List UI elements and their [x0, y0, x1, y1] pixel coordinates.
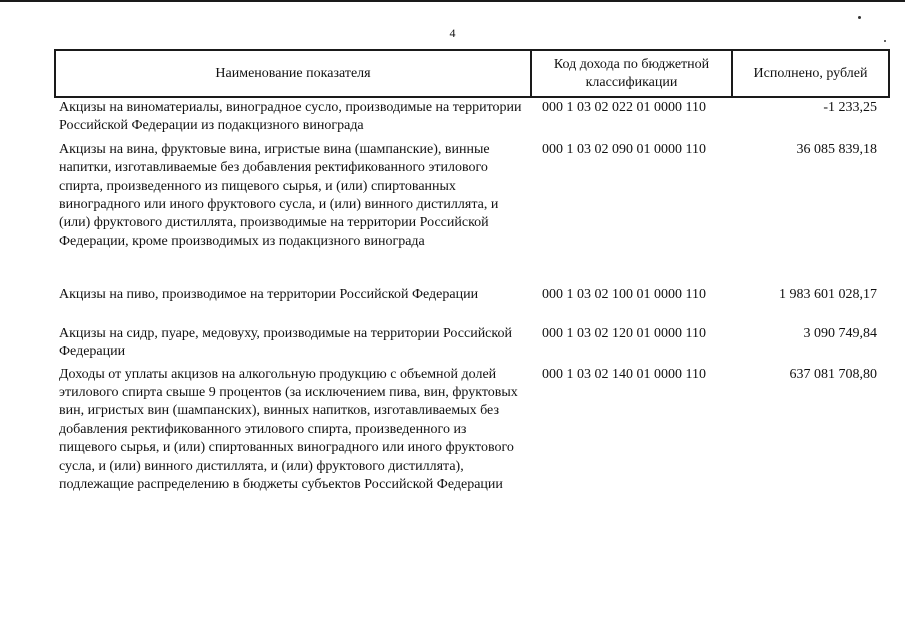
- row-budget-code: 000 1 03 02 022 01 0000 110: [542, 100, 706, 115]
- row-executed-amount: 3 090 749,84: [803, 325, 877, 341]
- row-indicator-name: Акцизы на вина, фруктовые вина, игристые вина (шампанские), винные напитки, изготавливаемые без добавления ректификованного этилового спирта, произведенного из пищевого сырья, и (или) спиртованных виноградного или иного фруктового сусла, и (или) винного дистиллята, и (или) фруктового дистиллята, производимые на территории Российской Федерации, кроме производимых из подакцизного винограда: [59, 141, 499, 249]
- revenue-table-container: [54, 49, 888, 494]
- row-executed-amount: 1 983 601 028,17: [779, 286, 877, 302]
- row-budget-code: 000 1 03 02 140 01 0000 110: [542, 366, 706, 382]
- row-budget-code: 000 1 03 02 120 01 0000 110: [542, 325, 706, 341]
- row-executed-amount: 637 081 708,80: [789, 366, 877, 382]
- row-budget-code: 000 1 03 02 090 01 0000 110: [542, 141, 706, 157]
- scan-speck: [858, 16, 861, 19]
- table-header-row: [55, 50, 889, 97]
- page-number: 4: [449, 26, 456, 40]
- row-budget-code: 000 1 03 02 100 01 0000 110: [542, 286, 706, 302]
- header-indicator-name: Наименование показателя: [55, 50, 531, 97]
- table-row: [55, 276, 889, 313]
- table-row: [55, 313, 889, 362]
- row-indicator-name: Акцизы на сидр, пуаре, медовуху, производимые на территории Российской Федерации: [59, 325, 512, 360]
- row-executed-amount: -1 233,25: [823, 100, 877, 115]
- row-indicator-name: Акцизы на виноматериалы, виноградное сусло, производимые на территории Российской Федерации из подакцизного винограда: [59, 100, 522, 134]
- row-indicator-name: Доходы от уплаты акцизов на алкогольную продукцию с объемной долей этилового спирта свыше 9 процентов (за исключением пива, вин, фруктовых вин, игристых вин (шампанских), винных напитков, изготавливаемых без добавления ректификованного этилового спирта, произведенного из пищевого сырья, и (или) спиртованных виноградного или иного фруктового сусла, и (или) винного дистиллята, и (или) фруктового дистиллята), подлежащие распределению в бюджеты субъектов Российской Федерации: [59, 366, 518, 493]
- header-budget-code: Код дохода по бюджетной классификации: [531, 50, 732, 97]
- scan-top-border: [0, 0, 905, 2]
- table-row: [55, 136, 889, 276]
- row-indicator-name: Акцизы на пиво, производимое на территории Российской Федерации: [59, 286, 479, 302]
- header-executed-amount: Исполнено, рублей: [732, 50, 889, 97]
- table-row: [55, 97, 889, 136]
- row-executed-amount: 36 085 839,18: [796, 141, 877, 157]
- table-row: [55, 362, 889, 495]
- revenue-table: [54, 49, 890, 494]
